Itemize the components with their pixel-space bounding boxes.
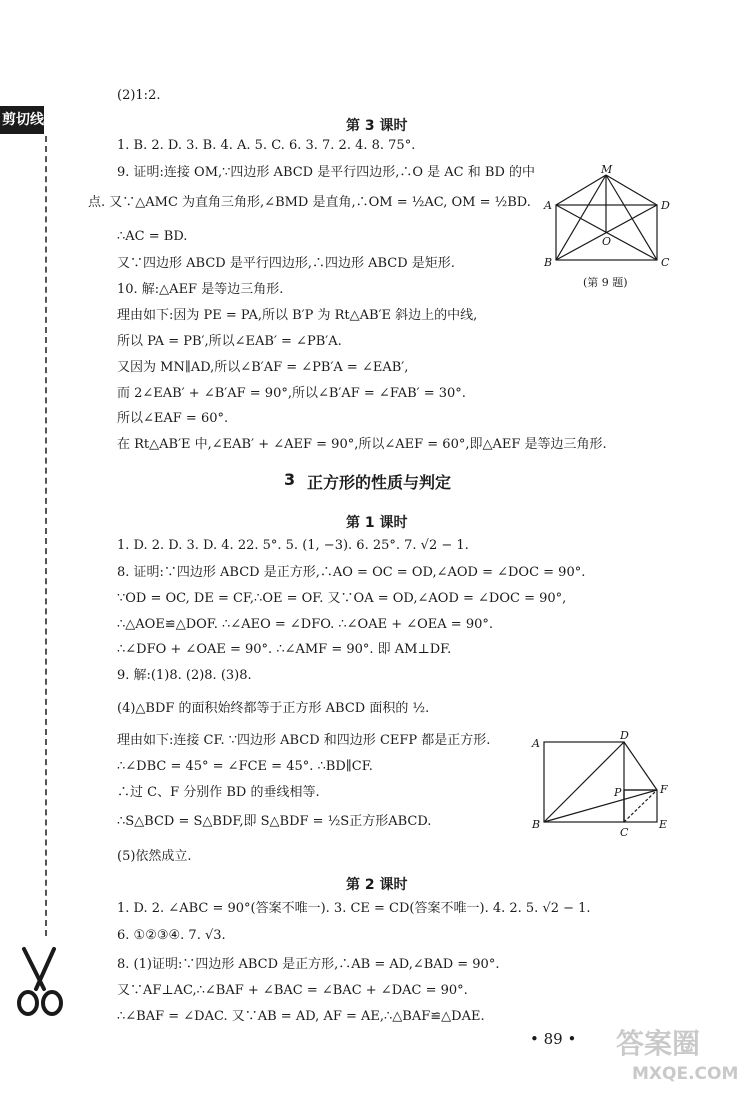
lesson1-q8-line1: 8. 证明:∵四边形 ABCD 是正方形,∴AO = OC = OD,∠AOD = ∠DOC = 90°.	[117, 565, 586, 580]
lesson3-q10-line2: 理由如下:因为 PE = PA,所以 B′P 为 Rt△AB′E 斜边上的中线,	[117, 308, 478, 323]
figure-9-diagram	[540, 165, 675, 270]
lesson1-q9-line5: ∴过 C、F 分别作 BD 的垂线相等.	[117, 785, 320, 800]
lesson1-q8-line3: ∴△AOE≌△DOF. ∴∠AEO = ∠DFO. ∴∠OAE + ∠OEA = 90°.	[117, 617, 494, 632]
lesson3-q10-line3: 所以 PA = PB′,所以∠EAB′ = ∠PB′A.	[117, 334, 342, 349]
lesson1-q9-line3: 理由如下:连接 CF. ∵四边形 ABCD 和四边形 CEFP 都是正方形.	[117, 733, 491, 748]
lesson3-heading: 第 3 课时	[346, 118, 408, 134]
cut-line-tab: 剪切线	[0, 106, 44, 134]
lesson2-answers-line2: 6. ①②③④. 7. √3.	[117, 928, 226, 943]
fig-label-B: B	[532, 818, 541, 831]
fig9-label-M: M	[601, 165, 613, 176]
lesson1-q9-line2: (4)△BDF 的面积始终都等于正方形 ABCD 面积的 ½.	[117, 701, 430, 716]
fig-label-A: A	[532, 737, 540, 750]
fig-label-F: F	[660, 783, 668, 796]
fig9-label-D: D	[661, 199, 670, 212]
fig9-label-A: A	[544, 199, 552, 212]
fig-label-E: E	[659, 818, 668, 831]
lesson2-q8-line3: ∴∠BAF = ∠DAC. 又∵AB = AD, AF = AE,∴△BAF≌△DAE.	[117, 1009, 485, 1024]
lesson2-heading: 第 2 课时	[346, 877, 408, 893]
lesson3-q10-line5: 而 2∠EAB′ + ∠B′AF = 90°,所以∠B′AF = ∠FAB′ = 30°.	[117, 386, 466, 401]
lesson1-q9-line4: ∴∠DBC = 45° = ∠FCE = 45°. ∴BD∥CF.	[117, 759, 373, 774]
prev-answer-line: (2)1:2.	[117, 88, 161, 103]
scissors-icon	[6, 945, 76, 1020]
lesson3-answers: 1. B. 2. D. 3. B. 4. A. 5. C. 6. 3. 7. 2. 4. 8. 75°.	[117, 138, 416, 153]
square-figure-diagram	[528, 730, 678, 840]
lesson2-q8-line1: 8. (1)证明:∵四边形 ABCD 是正方形,∴AB = AD,∠BAD = 90°.	[117, 957, 500, 972]
cut-line	[45, 136, 47, 936]
section-title: 正方形的性质与判定	[307, 473, 452, 492]
watermark-logo: 答案圈	[616, 1027, 701, 1060]
watermark-url: MXQE.COM	[632, 1064, 739, 1084]
fig9-label-B: B	[544, 256, 553, 269]
lesson1-q9-line6: ∴S△BCD = S△BDF,即 S△BDF = ½S正方形ABCD.	[117, 814, 432, 829]
lesson3-q9-line1: 9. 证明:连接 OM,∵四边形 ABCD 是平行四边形,∴O 是 AC 和 BD 的中	[117, 165, 535, 180]
fig9-label-C: C	[661, 256, 670, 269]
lesson3-q9-line4: 又∵四边形 ABCD 是平行四边形,∴四边形 ABCD 是矩形.	[117, 256, 455, 271]
lesson2-answers-line1: 1. D. 2. ∠ABC = 90°(答案不唯一). 3. CE = CD(答案不唯一). 4. 2. 5. √2 − 1.	[117, 901, 591, 916]
lesson2-q8-line2: 又∵AF⊥AC,∴∠BAF + ∠BAC = ∠BAC + ∠DAC = 90°.	[117, 983, 468, 998]
fig-label-C: C	[620, 826, 629, 839]
figure-9-caption: (第 9 题)	[583, 276, 628, 289]
lesson3-q9-line3: ∴AC = BD.	[117, 229, 188, 244]
lesson1-q8-line2: ∵OD = OC, DE = CF,∴OE = OF. 又∵OA = OD,∠AOD = ∠DOC = 90°,	[117, 591, 567, 606]
fig9-label-O: O	[602, 235, 612, 248]
section-number: 3	[284, 470, 296, 489]
lesson3-q9-line2: 点. 又∵△AMC 为直角三角形,∠BMD 是直角,∴OM = ½AC, OM = ½BD.	[88, 195, 531, 210]
fig-label-D: D	[620, 730, 629, 742]
lesson1-answers: 1. D. 2. D. 3. D. 4. 22. 5°. 5. (1, −3). 6. 25°. 7. √2 − 1.	[117, 538, 469, 553]
lesson3-q10-line4: 又因为 MN∥AD,所以∠B′AF = ∠PB′A = ∠EAB′,	[117, 360, 409, 375]
page-number: • 89 •	[530, 1030, 577, 1048]
fig-label-P: P	[614, 786, 622, 799]
lesson3-q10-line7: 在 Rt△AB′E 中,∠EAB′ + ∠AEF = 90°,所以∠AEF = 60°,即△AEF 是等边三角形.	[117, 437, 607, 452]
lesson1-q9-line7: (5)依然成立.	[117, 849, 192, 864]
lesson3-q10-line6: 所以∠EAF = 60°.	[117, 411, 229, 426]
lesson1-q9-line1: 9. 解:(1)8. (2)8. (3)8.	[117, 668, 252, 683]
lesson1-q8-line4: ∴∠DFO + ∠OAE = 90°. ∴∠AMF = 90°. 即 AM⊥DF.	[117, 642, 452, 657]
lesson1-heading: 第 1 课时	[346, 515, 408, 531]
lesson3-q10-line1: 10. 解:△AEF 是等边三角形.	[117, 282, 284, 297]
